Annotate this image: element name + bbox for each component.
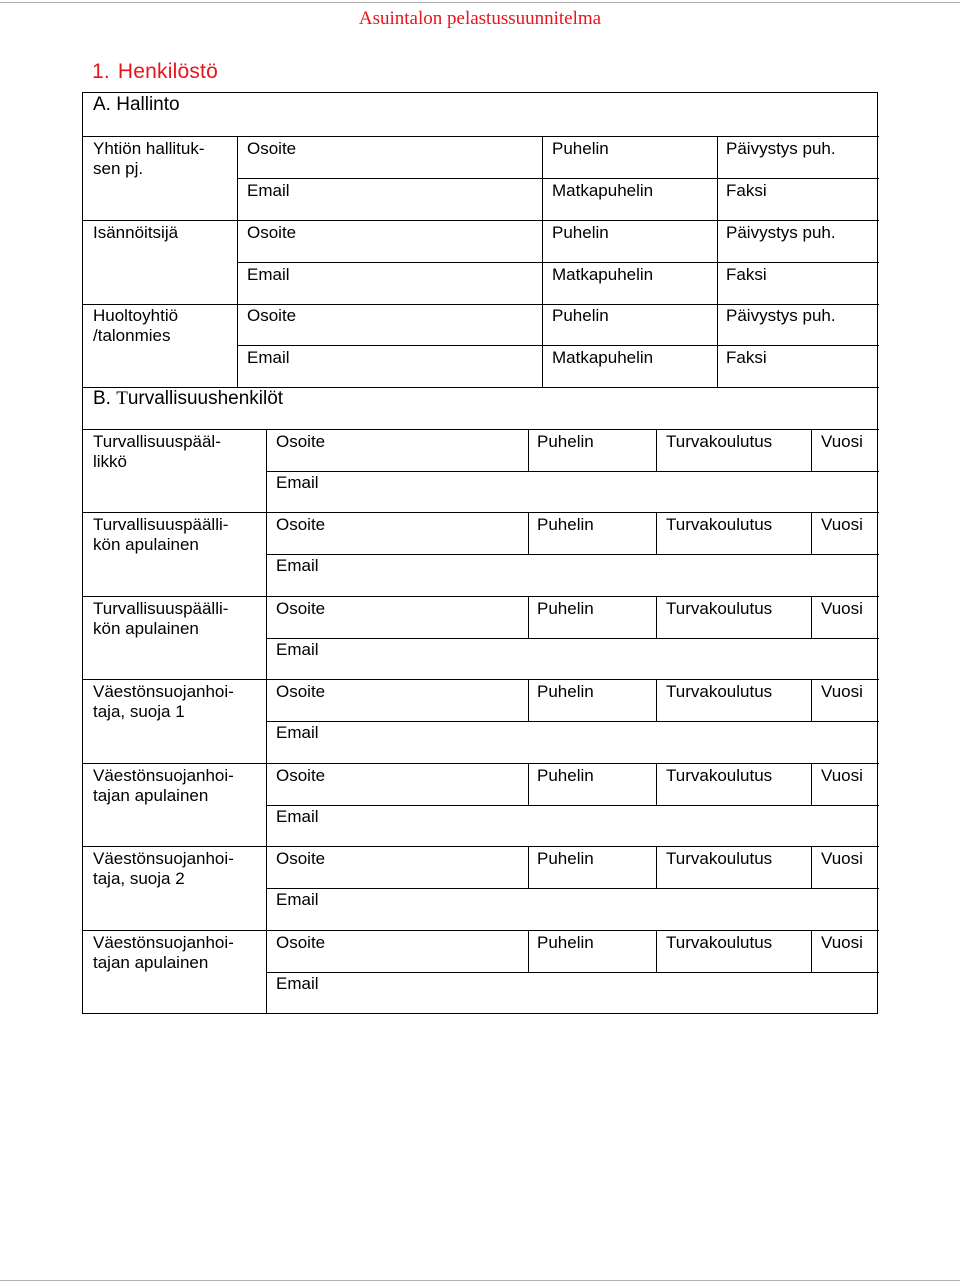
section-b-field-label: Puhelin [537,766,594,785]
section-b-subrow-rule [266,721,879,722]
section-b-field-label: Osoite [276,933,326,952]
section-a-field-label: Faksi [726,181,767,200]
section-b-field-label: Turvakoulutus [666,515,773,534]
section-b-col-divider [811,429,812,471]
section-a-row-label: /talonmies [93,326,171,345]
section-b-row-label: tajan apulainen [93,953,209,972]
section-b-row-rule [83,763,879,764]
section-a-field-label: Puhelin [552,223,609,242]
section-b-row-rule [83,679,879,680]
section-a-col-divider [717,220,718,304]
section-b-field-label: Osoite [276,766,326,785]
section-b-col-divider [656,763,657,805]
section-a-field-label: Päivystys puh. [726,139,836,158]
section-b-col-divider [811,763,812,805]
section-b-col-divider [656,679,657,721]
section-a-header-rule [83,136,879,137]
section-b-field-label: Email [276,556,319,575]
section-b-field-label: Turvakoulutus [666,682,773,701]
section-b-field-label: Vuosi [821,432,863,451]
section-b-header-rule [83,429,879,430]
section-a-col-divider [542,220,543,304]
section-b-field-label: Turvakoulutus [666,599,773,618]
section-b-field-label: Vuosi [821,933,863,952]
section-b-row-label: Väestönsuojanhoi- [93,933,234,952]
section-a-col-divider [542,303,543,387]
section-a-field-label: Osoite [247,223,297,242]
section-a-field-label: Matkapuhelin [552,181,654,200]
section-a-field-label: Puhelin [552,306,609,325]
section-b-subrow-rule [266,972,879,973]
section-b-col-divider [528,429,529,471]
section-b-row-label: tajan apulainen [93,786,209,805]
section-b-row-rule [83,512,879,513]
section-b-field-label: Vuosi [821,515,863,534]
section-b-field-label: Puhelin [537,432,594,451]
section-b-field-label: Puhelin [537,682,594,701]
section-b-col-divider [811,679,812,721]
section-b-col-divider [656,429,657,471]
section-b-field-label: Vuosi [821,682,863,701]
section-b-col-divider [656,512,657,554]
section-a-field-label: Email [247,265,290,284]
section-b-col-divider [656,846,657,888]
section-b-subrow-rule [266,471,879,472]
section-b-row-label: Turvallisuuspäälli- [93,599,229,618]
section-b-field-label: Email [276,723,319,742]
section-b-col-divider [528,846,529,888]
section-b-field-label: Vuosi [821,849,863,868]
section-a-field-label: Päivystys puh. [726,306,836,325]
bottom-rule [0,1280,960,1281]
page-title [92,60,218,84]
section-b-row-label: Turvallisuuspääl- [93,432,221,451]
section-b-row-label: Turvallisuuspäälli- [93,515,229,534]
section-b-title-initial: T [116,388,128,409]
section-a-title: A. Hallinto [93,94,180,115]
personnel-form-table [82,92,878,1014]
section-b-row-label: kön apulainen [93,619,199,638]
section-a-row-label: Yhtiön hallituk- [93,139,205,158]
section-a-field-label: Puhelin [552,139,609,158]
section-b-field-label: Osoite [276,682,326,701]
section-a-subrow-rule [237,178,879,179]
section-b-field-label: Turvakoulutus [666,849,773,868]
section-b-col-divider [528,596,529,638]
section-a-field-label: Faksi [726,265,767,284]
section-a-field-label: Email [247,348,290,367]
section-b-field-label: Email [276,473,319,492]
section-a-row-rule [83,220,879,221]
section-b-field-label: Vuosi [821,766,863,785]
section-b-field-label: Email [276,974,319,993]
section-b-field-label: Email [276,807,319,826]
section-b-row-label: Väestönsuojanhoi- [93,682,234,701]
section-b-row-label: kön apulainen [93,535,199,554]
section-b-field-label: Puhelin [537,933,594,952]
section-b-prefix: B. [93,388,117,409]
section-a-col-divider [542,136,543,220]
section-b-row-label: taja, suoja 2 [93,869,185,888]
section-a-row-label: Huoltoyhtiö [93,306,179,325]
section-b-row-rule [83,596,879,597]
heading-number: 1. [92,60,110,83]
section-b-title [93,389,283,409]
section-a-col-divider [717,136,718,220]
section-b-subrow-rule [266,888,879,889]
section-b-field-label: Vuosi [821,599,863,618]
section-b-col-divider [528,763,529,805]
section-b-row-label: Väestönsuojanhoi- [93,766,234,785]
section-b-row-rule [83,846,879,847]
section-b-field-label: Puhelin [537,599,594,618]
section-a-row-rule [83,304,879,305]
section-b-col-divider [656,930,657,972]
section-b-row-label: Väestönsuojanhoi- [93,849,234,868]
running-header: Asuintalon pelastussuunnitelma [358,8,602,29]
section-b-col-divider [528,930,529,972]
section-b-col-divider [528,679,529,721]
section-a-subrow-rule [237,262,879,263]
section-a-field-label: Faksi [726,348,767,367]
section-b-field-label: Email [276,640,319,659]
section-b-row-label: taja, suoja 1 [93,702,185,721]
top-rule [0,2,960,3]
section-a-col-divider [717,303,718,387]
section-b-col-divider [811,512,812,554]
section-b-field-label: Turvakoulutus [666,933,773,952]
section-b-subrow-rule [266,638,879,639]
section-b-subrow-rule [266,554,879,555]
section-b-field-label: Osoite [276,599,326,618]
section-b-field-label: Puhelin [537,515,594,534]
section-a-subrow-rule [237,345,879,346]
section-b-field-label: Turvakoulutus [666,766,773,785]
section-a-field-label: Päivystys puh. [726,223,836,242]
section-b-col-divider [811,846,812,888]
section-a-field-label: Email [247,181,290,200]
section-b-col-divider [656,596,657,638]
section-b-title-rest: urvallisuushenkilöt [127,388,284,409]
section-b-field-label: Osoite [276,515,326,534]
section-a-field-label: Osoite [247,139,297,158]
section-b-row-rule [83,930,879,931]
heading-title: Henkilöstö [117,60,218,83]
section-a-row-label: Isännöitsijä [93,223,179,242]
section-b-col-divider [811,930,812,972]
section-b-col-divider [528,512,529,554]
section-b-field-label: Email [276,890,319,909]
section-b-subrow-rule [266,805,879,806]
section-b-field-label: Turvakoulutus [666,432,773,451]
section-b-col-divider [811,596,812,638]
section-b-field-label: Osoite [276,849,326,868]
section-b-row-label: likkö [93,452,128,471]
section-b-field-label: Puhelin [537,849,594,868]
section-a-field-label: Osoite [247,306,297,325]
section-a-field-label: Matkapuhelin [552,265,654,284]
section-b-field-label: Osoite [276,432,326,451]
section-a-field-label: Matkapuhelin [552,348,654,367]
section-a-row-label: sen pj. [93,159,144,178]
